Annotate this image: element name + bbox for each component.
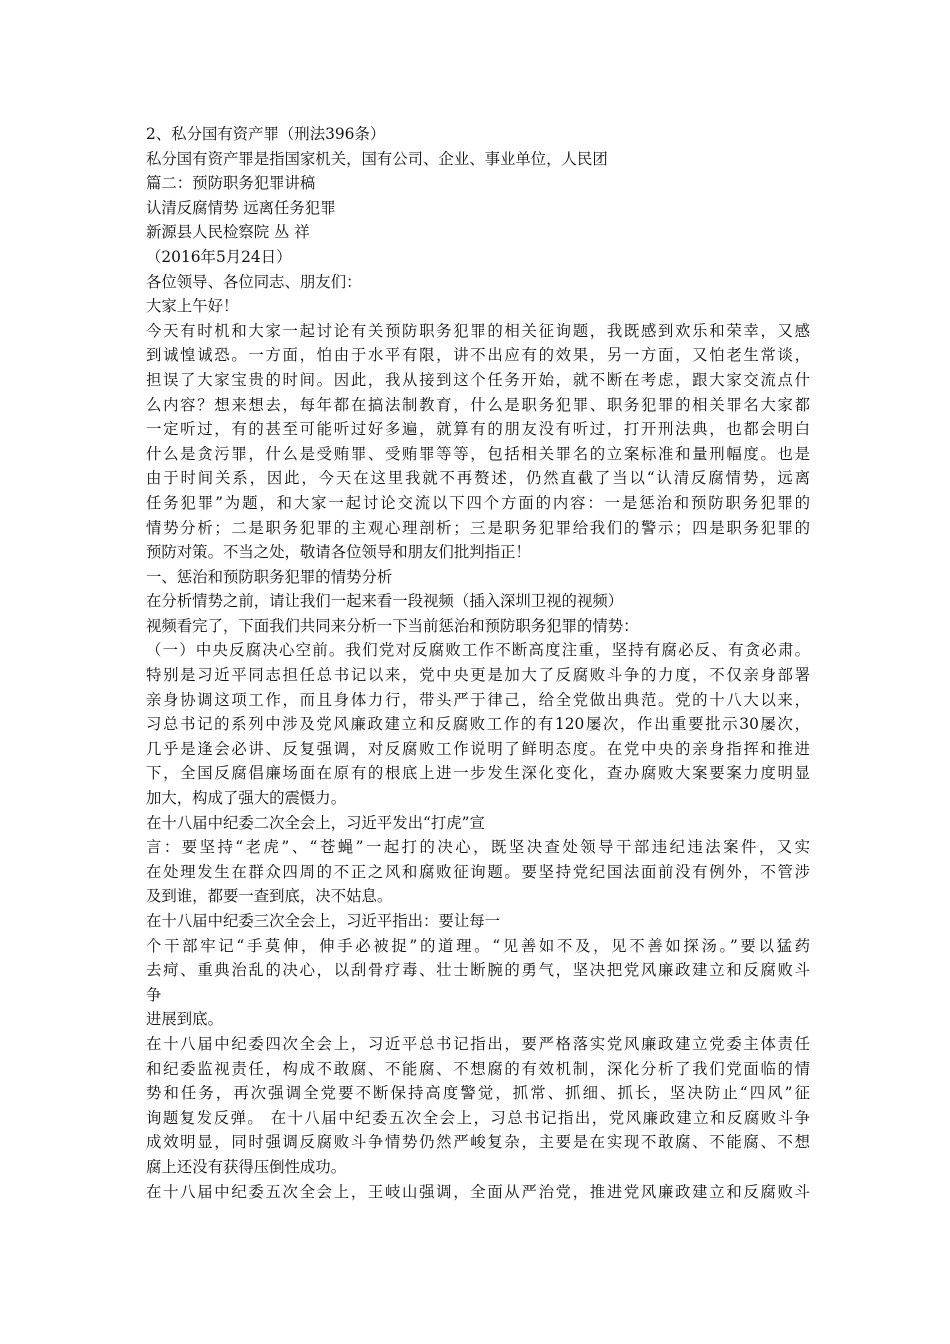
- text-line: 几乎是逢会必讲、反复强调，对反腐败工作说明了鲜明态度。在党中央的亲身指挥和推进: [146, 739, 810, 758]
- text-line: 在十八届中纪委四次全会上，习近平总书记指出，要严格落实党风廉政建立党委主体责任: [146, 1034, 810, 1053]
- text-line: 预防对策。不当之处，敬请各位领导和朋友们批判指正！: [146, 543, 531, 562]
- text-line: 2、私分国有资产罪（刑法396条）: [146, 125, 386, 143]
- text-line: （2016年5月24日）: [146, 247, 292, 266]
- text-line: 一定听过，有的甚至可能听过好多遍，就算有的朋友没有听过，打开刑法典，也都会明白: [146, 420, 810, 439]
- text-line: 认清反腐情势 远离任务犯罪: [146, 198, 336, 217]
- text-line: 询题复发反弹。 在十八届中纪委五次全会上，习总书记指出，党风廉政建立和反腐败斗争: [146, 1108, 810, 1127]
- text-line: 私分国有资产罪是指国家机关，国有公司、企业、事业单位，人民团: [146, 149, 608, 168]
- text-line: 新源县人民检察院 丛 祥: [146, 223, 310, 242]
- text-line: 各位领导、各位同志、朋友们：: [146, 272, 362, 291]
- text-line: 言：要坚持“老虎”、“苍蝇”一起打的决心，既坚决查处领导干部违纪违法案件，又实: [146, 838, 810, 857]
- text-line: 大家上午好！: [146, 297, 239, 316]
- text-line: 及到谁，都要一查到底，决不姑息。: [146, 887, 393, 906]
- text-line: 个干部牢记“手莫伸，伸手必被捉”的道理。“见善如不及，见不善如探汤。”要以猛药: [146, 936, 810, 955]
- text-line: 进展到底。: [146, 1010, 223, 1029]
- text-line: 在十八届中纪委五次全会上，王岐山强调，全面从严治党，推进党风廉政建立和反腐败斗: [146, 1182, 810, 1201]
- text-line: （一）中央反腐决心空前。我们党对反腐败工作不断高度注重，坚持有腐必反、有贪必肃。: [146, 641, 810, 660]
- text-line: 在处理发生在群众四周的不正之风和腐败征询题。要坚持党纪国法面前没有例外，不管涉: [146, 862, 810, 881]
- text-line: 由于时间关系，因此，今天在这里我就不再赘述，仍然直截了当以“认清反腐情势，远离: [146, 469, 810, 488]
- text-line: 在十八届中纪委三次全会上，习近平指出：要让每一: [146, 912, 500, 930]
- text-line: 去疴、重典治乱的决心，以刮骨疗毒、壮士断腕的勇气，坚决把党风廉政建立和反腐败斗: [146, 961, 810, 980]
- text-line: 任务犯罪”为题，和大家一起讨论交流以下四个方面的内容：一是惩治和预防职务犯罪的: [146, 493, 810, 512]
- text-line: 情势分析；二是职务犯罪的主观心理剖析；三是职务犯罪给我们的警示；四是职务犯罪的: [146, 518, 810, 537]
- text-line: 什么是贪污罪，什么是受贿罪、受贿罪等等，包括相关罪名的立案标准和量刑幅度。也是: [146, 444, 810, 463]
- text-line: 习总书记的系列中涉及党风廉政建立和反腐败工作的有120屡次，作出重要批示30屡次，: [146, 715, 810, 734]
- text-line: 势和任务，再次强调全党要不断保持高度警觉，抓常、抓细、抓长，坚决防止“四风”征: [146, 1084, 810, 1103]
- text-line: 视频看完了，下面我们共同来分析一下当前惩治和预防职务犯罪的情势：: [146, 616, 639, 635]
- text-line: 下，全国反腐倡廉场面在原有的根底上进一步发生深化变化，查办腐败大案要案力度明显: [146, 764, 810, 783]
- text-line: 篇二：预防职务犯罪讲稿: [146, 174, 316, 193]
- text-line: 成效明显，同时强调反腐败斗争情势仍然严峻复杂，主要是在实现不敢腐、不能腐、不想: [146, 1133, 810, 1152]
- text-line: 亲身协调这项工作，而且身体力行，带头严于律己，给全党做出典范。党的十八大以来，: [146, 690, 810, 709]
- text-line: 在分析情势之前，请让我们一起来看一段视频（插入深圳卫视的视频）: [146, 592, 624, 611]
- text-line: 到诚惶诚恐。一方面，怕由于水平有限，讲不出应有的效果，另一方面，又怕老生常谈，: [146, 346, 810, 365]
- text-line: 在十八届中纪委二次全会上，习近平发出“打虎”宣: [146, 813, 485, 832]
- text-line: 腐上还没有获得压倒性成功。: [146, 1157, 347, 1176]
- text-line: 争: [146, 985, 162, 1004]
- text-line: 今天有时机和大家一起讨论有关预防职务犯罪的相关征询题，我既感到欢乐和荣幸，又感: [146, 321, 810, 340]
- text-line: 一、惩治和预防职务犯罪的情势分析: [146, 567, 393, 586]
- text-line: 担误了大家宝贵的时间。因此，我从接到这个任务开始，就不断在考虑，跟大家交流点什: [146, 370, 810, 389]
- text-line: 特别是习近平同志担任总书记以来，党中央更是加大了反腐败斗争的力度，不仅亲身部署: [146, 666, 810, 685]
- text-line: 和纪委监视责任，构成不敢腐、不能腐、不想腐的有效机制，深化分析了我们党面临的情: [146, 1059, 810, 1078]
- text-line: 加大，构成了强大的震慑力。: [146, 789, 347, 808]
- text-line: 么内容？想来想去，每年都在搞法制教育，什么是职务犯罪、职务犯罪的相关罪名大家都: [146, 395, 810, 414]
